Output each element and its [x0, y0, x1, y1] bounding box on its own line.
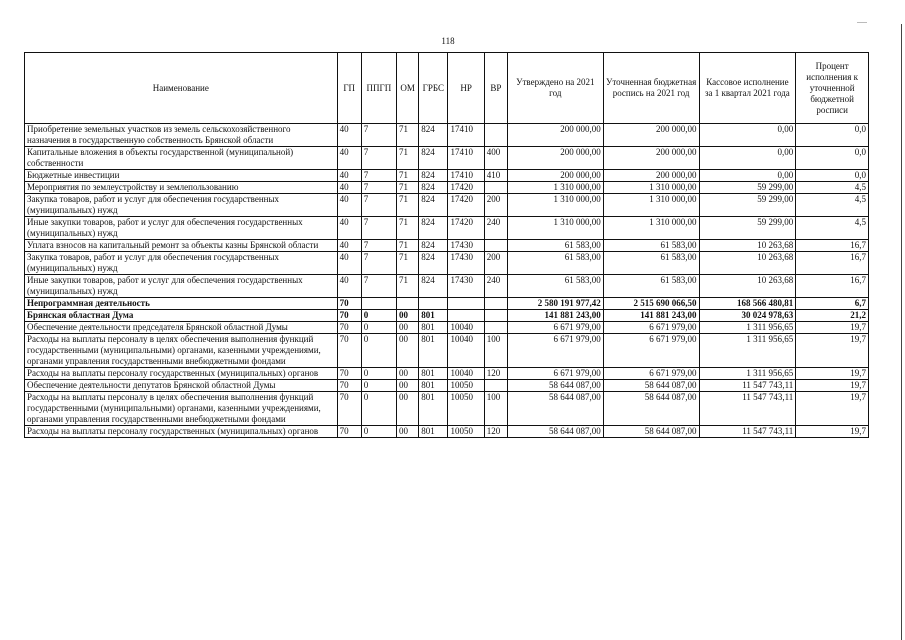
cell-cash: 10 263,68 — [699, 240, 796, 252]
col-header-percent: Процент исполнения к уточненной бюджетной росписи — [796, 53, 869, 124]
cell-grbs: 801 — [419, 334, 448, 368]
cell-approved: 61 583,00 — [507, 275, 603, 298]
cell-approved: 6 671 979,00 — [507, 368, 603, 380]
cell-name: Мероприятия по землеустройству и землепользованию — [25, 182, 338, 194]
cell-vr: 100 — [484, 392, 507, 426]
cell-ppgp: 0 — [361, 426, 396, 438]
cell-grbs: 801 — [419, 368, 448, 380]
cell-ppgp — [361, 298, 396, 310]
cell-cash: 168 566 480,81 — [699, 298, 796, 310]
cell-percent: 0,0 — [796, 147, 869, 170]
table-row — [25, 252, 869, 275]
cell-om: 71 — [397, 275, 419, 298]
cell-grbs: 824 — [419, 252, 448, 275]
cell-gp: 40 — [337, 217, 361, 240]
table-row — [25, 310, 869, 322]
cell-gp: 40 — [337, 170, 361, 182]
cell-ppgp: 7 — [361, 275, 396, 298]
table-row — [25, 240, 869, 252]
cell-percent: 4,5 — [796, 194, 869, 217]
cell-grbs: 801 — [419, 322, 448, 334]
cell-grbs — [419, 298, 448, 310]
cell-cash: 11 547 743,11 — [699, 392, 796, 426]
cell-nr: 10040 — [448, 368, 484, 380]
cell-gp: 70 — [337, 426, 361, 438]
cell-nr: 17420 — [448, 182, 484, 194]
cell-ppgp: 7 — [361, 240, 396, 252]
cell-refined: 200 000,00 — [603, 124, 699, 147]
cell-percent: 0,0 — [796, 170, 869, 182]
cell-approved: 58 644 087,00 — [507, 380, 603, 392]
cell-gp: 70 — [337, 380, 361, 392]
cell-gp: 70 — [337, 298, 361, 310]
cell-nr: 17430 — [448, 275, 484, 298]
cell-ppgp: 7 — [361, 194, 396, 217]
cell-vr: 240 — [484, 217, 507, 240]
cell-vr: 120 — [484, 368, 507, 380]
cell-ppgp: 7 — [361, 147, 396, 170]
cell-nr: 10040 — [448, 322, 484, 334]
table-row — [25, 392, 869, 426]
cell-vr — [484, 380, 507, 392]
cell-gp: 40 — [337, 252, 361, 275]
cell-om: 71 — [397, 217, 419, 240]
table-row — [25, 147, 869, 170]
cell-percent: 19,7 — [796, 368, 869, 380]
cell-grbs: 801 — [419, 392, 448, 426]
cell-grbs: 824 — [419, 182, 448, 194]
cell-cash: 0,00 — [699, 147, 796, 170]
cell-percent: 19,7 — [796, 392, 869, 426]
table-row — [25, 194, 869, 217]
cell-nr: 10050 — [448, 392, 484, 426]
cell-name: Расходы на выплаты персоналу в целях обеспечения выполнения функций государственными (муниципальными) органами, казенными учреждениями, органами управления государственными внебюджетными фондами — [25, 392, 338, 426]
col-header-ppgp: ППГП — [361, 53, 396, 124]
cell-gp: 70 — [337, 392, 361, 426]
cell-vr: 200 — [484, 252, 507, 275]
cell-refined: 6 671 979,00 — [603, 334, 699, 368]
scan-edge-line — [901, 24, 902, 640]
cell-vr: 400 — [484, 147, 507, 170]
cell-percent: 16,7 — [796, 275, 869, 298]
cell-cash: 1 311 956,65 — [699, 368, 796, 380]
cell-refined: 61 583,00 — [603, 275, 699, 298]
cell-percent: 16,7 — [796, 252, 869, 275]
col-header-approved: Утверждено на 2021 год — [507, 53, 603, 124]
table-body — [25, 124, 869, 438]
cell-om: 00 — [397, 368, 419, 380]
cell-nr: 17420 — [448, 194, 484, 217]
table-row — [25, 322, 869, 334]
cell-refined: 6 671 979,00 — [603, 368, 699, 380]
col-header-grbs: ГРБС — [419, 53, 448, 124]
cell-gp: 70 — [337, 322, 361, 334]
cell-vr — [484, 240, 507, 252]
scan-edge-tick — [857, 22, 867, 23]
cell-refined: 200 000,00 — [603, 147, 699, 170]
col-header-cash: Кассовое исполнение за 1 квартал 2021 года — [699, 53, 796, 124]
cell-grbs: 801 — [419, 310, 448, 322]
cell-ppgp: 0 — [361, 310, 396, 322]
cell-approved: 6 671 979,00 — [507, 322, 603, 334]
cell-refined: 58 644 087,00 — [603, 392, 699, 426]
cell-refined: 58 644 087,00 — [603, 426, 699, 438]
cell-vr — [484, 322, 507, 334]
cell-name: Обеспечение деятельности председателя Брянской областной Думы — [25, 322, 338, 334]
cell-ppgp: 0 — [361, 334, 396, 368]
cell-nr — [448, 298, 484, 310]
cell-om: 00 — [397, 392, 419, 426]
cell-ppgp: 7 — [361, 170, 396, 182]
cell-om: 00 — [397, 334, 419, 368]
cell-name: Закупка товаров, работ и услуг для обеспечения государственных (муниципальных) нужд — [25, 252, 338, 275]
cell-percent: 0,0 — [796, 124, 869, 147]
cell-ppgp: 0 — [361, 392, 396, 426]
cell-cash: 59 299,00 — [699, 194, 796, 217]
cell-percent: 4,5 — [796, 182, 869, 194]
cell-om: 71 — [397, 182, 419, 194]
cell-cash: 1 311 956,65 — [699, 322, 796, 334]
cell-refined: 6 671 979,00 — [603, 322, 699, 334]
cell-approved: 200 000,00 — [507, 147, 603, 170]
cell-name: Непрограммная деятельность — [25, 298, 338, 310]
cell-approved: 141 881 243,00 — [507, 310, 603, 322]
cell-om: 71 — [397, 170, 419, 182]
cell-grbs: 824 — [419, 124, 448, 147]
cell-percent: 19,7 — [796, 426, 869, 438]
cell-approved: 1 310 000,00 — [507, 217, 603, 240]
cell-refined: 61 583,00 — [603, 252, 699, 275]
cell-vr: 200 — [484, 194, 507, 217]
cell-name: Бюджетные инвестиции — [25, 170, 338, 182]
cell-approved: 200 000,00 — [507, 170, 603, 182]
cell-nr: 17410 — [448, 124, 484, 147]
cell-vr — [484, 182, 507, 194]
cell-gp: 70 — [337, 368, 361, 380]
table-row — [25, 170, 869, 182]
cell-percent: 19,7 — [796, 322, 869, 334]
cell-grbs: 801 — [419, 426, 448, 438]
cell-refined: 61 583,00 — [603, 240, 699, 252]
cell-om: 71 — [397, 124, 419, 147]
cell-approved: 2 580 191 977,42 — [507, 298, 603, 310]
cell-cash: 0,00 — [699, 170, 796, 182]
cell-vr: 410 — [484, 170, 507, 182]
cell-name: Закупка товаров, работ и услуг для обеспечения государственных (муниципальных) нужд — [25, 194, 338, 217]
cell-vr — [484, 298, 507, 310]
table-header-row — [25, 53, 869, 124]
cell-refined: 58 644 087,00 — [603, 380, 699, 392]
cell-nr: 17410 — [448, 170, 484, 182]
cell-om: 00 — [397, 380, 419, 392]
cell-percent: 16,7 — [796, 240, 869, 252]
col-header-om: ОМ — [397, 53, 419, 124]
cell-ppgp: 0 — [361, 368, 396, 380]
col-header-nr: НР — [448, 53, 484, 124]
cell-gp: 70 — [337, 310, 361, 322]
cell-approved: 58 644 087,00 — [507, 426, 603, 438]
cell-gp: 40 — [337, 194, 361, 217]
cell-om: 71 — [397, 194, 419, 217]
cell-cash: 30 024 978,63 — [699, 310, 796, 322]
cell-cash: 0,00 — [699, 124, 796, 147]
cell-name: Расходы на выплаты персоналу государственных (муниципальных) органов — [25, 368, 338, 380]
cell-percent: 19,7 — [796, 334, 869, 368]
cell-cash: 59 299,00 — [699, 217, 796, 240]
page-number: 118 — [441, 36, 455, 46]
cell-refined: 141 881 243,00 — [603, 310, 699, 322]
table-row — [25, 275, 869, 298]
cell-om — [397, 298, 419, 310]
cell-name: Капитальные вложения в объекты государственной (муниципальной) собственности — [25, 147, 338, 170]
cell-om: 00 — [397, 426, 419, 438]
cell-ppgp: 7 — [361, 252, 396, 275]
cell-approved: 61 583,00 — [507, 252, 603, 275]
cell-nr: 17430 — [448, 252, 484, 275]
cell-grbs: 801 — [419, 380, 448, 392]
cell-vr — [484, 124, 507, 147]
budget-table — [24, 52, 869, 438]
cell-cash: 10 263,68 — [699, 275, 796, 298]
cell-refined: 1 310 000,00 — [603, 182, 699, 194]
cell-vr: 120 — [484, 426, 507, 438]
cell-nr: 10050 — [448, 426, 484, 438]
cell-grbs: 824 — [419, 170, 448, 182]
col-header-refined: Уточненная бюджетная роспись на 2021 год — [603, 53, 699, 124]
cell-cash: 1 311 956,65 — [699, 334, 796, 368]
cell-name: Иные закупки товаров, работ и услуг для обеспечения государственных (муниципальных) нужд — [25, 275, 338, 298]
table-row — [25, 182, 869, 194]
cell-nr: 17420 — [448, 217, 484, 240]
cell-cash: 59 299,00 — [699, 182, 796, 194]
cell-nr — [448, 310, 484, 322]
cell-vr — [484, 310, 507, 322]
cell-gp: 40 — [337, 147, 361, 170]
cell-nr: 10040 — [448, 334, 484, 368]
cell-nr: 17430 — [448, 240, 484, 252]
table-row — [25, 368, 869, 380]
cell-gp: 40 — [337, 275, 361, 298]
table-row — [25, 380, 869, 392]
col-header-vr: ВР — [484, 53, 507, 124]
cell-om: 71 — [397, 147, 419, 170]
cell-ppgp: 7 — [361, 182, 396, 194]
cell-name: Расходы на выплаты персоналу государственных (муниципальных) органов — [25, 426, 338, 438]
cell-grbs: 824 — [419, 194, 448, 217]
cell-grbs: 824 — [419, 240, 448, 252]
cell-percent: 4,5 — [796, 217, 869, 240]
cell-gp: 40 — [337, 124, 361, 147]
table-row — [25, 334, 869, 368]
cell-vr: 240 — [484, 275, 507, 298]
cell-om: 71 — [397, 240, 419, 252]
cell-refined: 2 515 690 066,50 — [603, 298, 699, 310]
cell-gp: 40 — [337, 240, 361, 252]
cell-ppgp: 7 — [361, 217, 396, 240]
cell-refined: 1 310 000,00 — [603, 194, 699, 217]
cell-ppgp: 0 — [361, 322, 396, 334]
cell-om: 00 — [397, 322, 419, 334]
cell-refined: 200 000,00 — [603, 170, 699, 182]
cell-name: Расходы на выплаты персоналу в целях обеспечения выполнения функций государственными (муниципальными) органами, казенными учреждениями, органами управления государственными внебюджетными фондами — [25, 334, 338, 368]
col-header-name: Наименование — [25, 53, 338, 124]
cell-name: Приобретение земельных участков из земель сельскохозяйственного назначения в государственную собственность Брянской области — [25, 124, 338, 147]
cell-percent: 19,7 — [796, 380, 869, 392]
cell-cash: 10 263,68 — [699, 252, 796, 275]
col-header-gp: ГП — [337, 53, 361, 124]
cell-approved: 61 583,00 — [507, 240, 603, 252]
cell-om: 71 — [397, 252, 419, 275]
table-row — [25, 426, 869, 438]
cell-gp: 40 — [337, 182, 361, 194]
cell-nr: 17410 — [448, 147, 484, 170]
cell-grbs: 824 — [419, 147, 448, 170]
cell-ppgp: 0 — [361, 380, 396, 392]
cell-approved: 1 310 000,00 — [507, 182, 603, 194]
cell-approved: 58 644 087,00 — [507, 392, 603, 426]
cell-nr: 10050 — [448, 380, 484, 392]
cell-cash: 11 547 743,11 — [699, 426, 796, 438]
cell-approved: 1 310 000,00 — [507, 194, 603, 217]
cell-grbs: 824 — [419, 275, 448, 298]
table-row — [25, 298, 869, 310]
cell-name: Уплата взносов на капитальный ремонт за объекты казны Брянской области — [25, 240, 338, 252]
cell-om: 00 — [397, 310, 419, 322]
cell-percent: 21,2 — [796, 310, 869, 322]
cell-approved: 6 671 979,00 — [507, 334, 603, 368]
cell-approved: 200 000,00 — [507, 124, 603, 147]
cell-name: Обеспечение деятельности депутатов Брянской областной Думы — [25, 380, 338, 392]
cell-name: Иные закупки товаров, работ и услуг для обеспечения государственных (муниципальных) нужд — [25, 217, 338, 240]
cell-name: Брянская областная Дума — [25, 310, 338, 322]
cell-vr: 100 — [484, 334, 507, 368]
cell-ppgp: 7 — [361, 124, 396, 147]
cell-refined: 1 310 000,00 — [603, 217, 699, 240]
cell-percent: 6,7 — [796, 298, 869, 310]
cell-grbs: 824 — [419, 217, 448, 240]
cell-gp: 70 — [337, 334, 361, 368]
table-row — [25, 217, 869, 240]
table-row — [25, 124, 869, 147]
cell-cash: 11 547 743,11 — [699, 380, 796, 392]
